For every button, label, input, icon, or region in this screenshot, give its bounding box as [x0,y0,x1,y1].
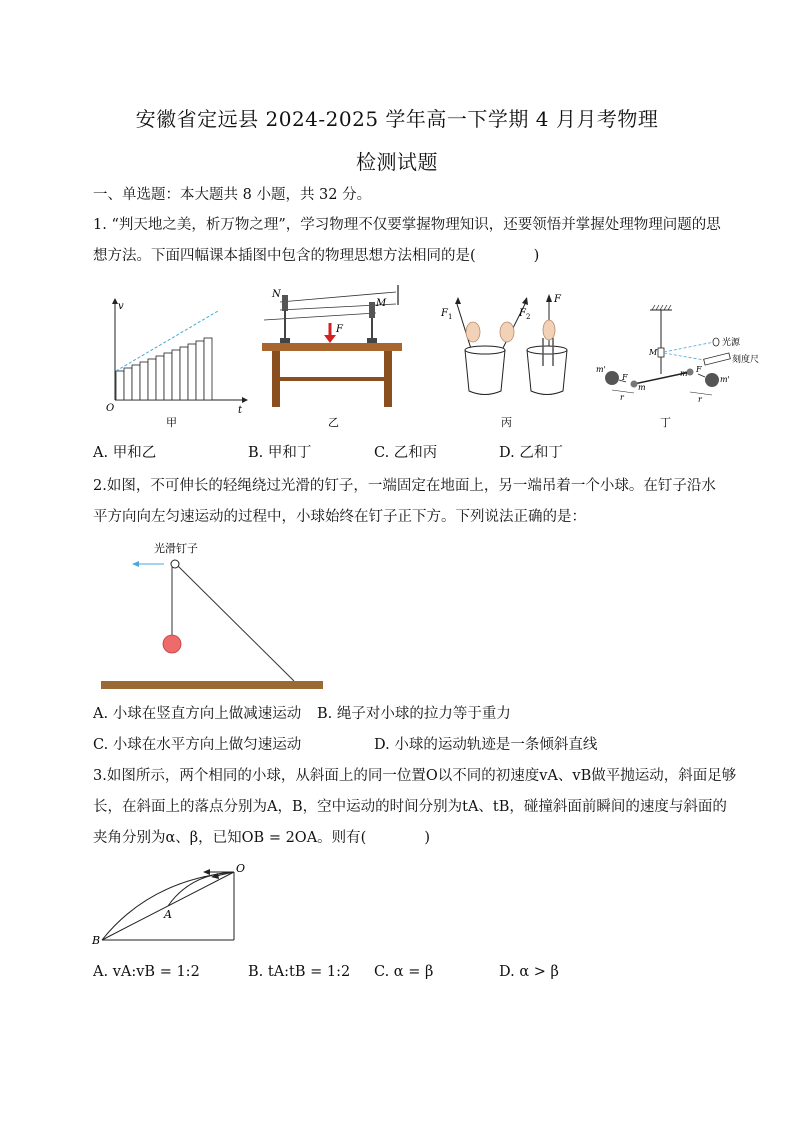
q2-stem-line1: 2.如图，不可伸长的轻绳绕过光滑的钉子，一端固定在地面上，另一端吊着一个小球。在钉子沿水 [93,478,716,494]
q3-stem-line3: 夹角分别为α、β，已知OB = 2OA。则有( ) [93,830,430,846]
q1-figure-jia [100,295,250,430]
yi-label-n: N [272,289,281,300]
ding-m-prime-left: m' [596,365,606,374]
q3-option-c: C. α = β [374,964,434,980]
page-title-line2: 检测试题 [356,150,438,174]
page-title-line1: 安徽省定远县 2024-2025 学年高一下学期 4 月月考物理 [135,107,659,131]
bing-label-f2: F [519,308,526,319]
q2-option-a: A. 小球在竖直方向上做减速运动 [93,706,302,722]
bing-label-f: F [554,294,561,305]
ding-m-left: m [638,383,646,392]
yi-label-f: F [336,324,343,335]
q2-stem-line2: 平方向向左匀速运动的过程中，小球始终在钉子正下方。下列说法正确的是： [93,509,586,525]
q2-figure-nail [98,538,326,694]
q1-figure-ding [592,300,772,430]
jia-origin: O [106,403,115,414]
q2-option-b: B. 绳子对小球的拉力等于重力 [317,706,511,722]
q3-option-a: A. vA:vB = 1:2 [93,964,200,980]
q1-stem-line1: 1. “判天地之美，析万物之理”，学习物理不仅要掌握物理知识，还要领悟并掌握处理物理问题的思 [93,217,721,233]
ding-ruler-label: 刻度尺 [732,355,760,365]
q3-figure-slope [90,860,255,952]
q1-stem-line2: 想方法。下面四幅课本插图中包含的物理思想方法相同的是( ) [93,248,540,264]
q2-option-d: D. 小球的运动轨迹是一条倾斜直线 [374,737,598,753]
q2-option-c: C. 小球在水平方向上做匀速运动 [93,737,302,753]
q3-label-b: B [92,934,101,947]
bing-sub-f1: 1 [448,313,453,321]
ding-f-right: F [696,365,702,374]
q3-option-b: B. tA:tB = 1:2 [248,964,351,980]
q1-figure-bing [435,288,585,430]
ding-label-m-upper: M [649,348,658,357]
yi-label-m: M [376,298,387,309]
ding-r-right: r [698,395,702,404]
q1-figure-yi [258,280,408,430]
bing-caption: 丙 [501,416,512,429]
yi-caption: 乙 [328,416,339,429]
q3-stem-line1: 3.如图所示，两个相同的小球，从斜面上的同一位置O以不同的初速度vA、vB做平抛运动，斜面足够 [93,768,737,784]
q1-option-b: B. 甲和丁 [248,445,312,461]
q3-label-a: A [164,908,172,921]
q3-stem-line2: 长，在斜面上的落点分别为A，B，空中运动的时间分别为tA、tB，碰撞斜面前瞬间的速度与斜面的 [93,799,727,815]
bing-label-f1: F [441,308,448,319]
q1-option-d: D. 乙和丁 [499,445,563,461]
jia-axis-t: t [238,405,243,416]
bing-sub-f2: 2 [526,313,531,321]
jia-axis-v: v [118,301,124,312]
section-heading: 一、单选题：本大题共 8 小题，共 32 分。 [93,187,372,203]
q3-option-d: D. α > β [499,964,559,980]
q1-option-a: A. 甲和乙 [93,445,157,461]
ding-m-right: m [680,369,688,378]
q1-option-c: C. 乙和丙 [374,445,438,461]
ding-f-left: F [622,373,628,382]
ding-m-prime-right: m' [720,375,730,384]
ding-light-label: 光源 [722,338,741,348]
jia-caption: 甲 [166,416,177,429]
ding-r-left: r [620,393,624,402]
q3-label-o: O [236,862,246,875]
q2-nail-label: 光滑钉子 [154,542,198,555]
ding-caption: 丁 [660,416,671,429]
